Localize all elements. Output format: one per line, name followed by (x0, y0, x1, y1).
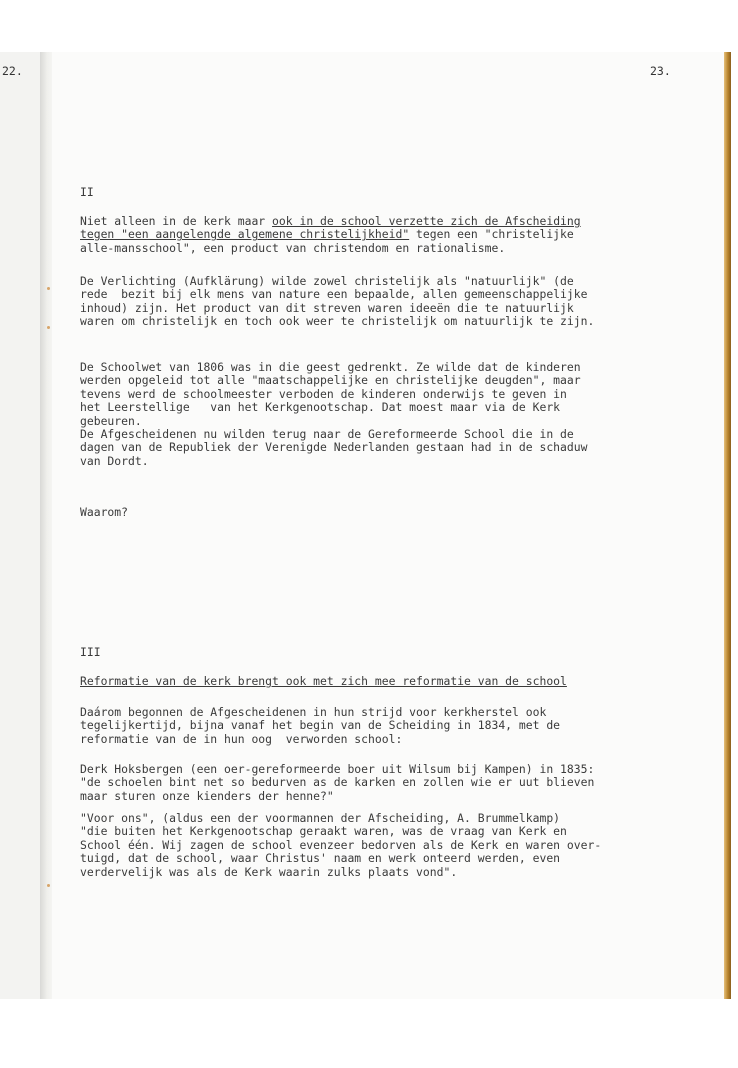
section-heading-3: III (80, 645, 101, 659)
text-line: "die buiten het Kerkgenootschap geraakt waren, was de vraag van Kerk en (80, 824, 567, 839)
paper-speck (47, 326, 50, 329)
text-line: Derk Hoksbergen (een oer-gereformeerde boer uit Wilsum bij Kampen) in 1835: (80, 762, 595, 776)
text-run: Niet alleen in de kerk maar (80, 214, 273, 228)
text-line: inhoud) zijn. Het product van dit streven waren ideeën die te natuurlijk (80, 300, 574, 315)
text-line: tevens werd de schoolmeester verboden de kinderen onderwijs te geven in (80, 386, 567, 401)
underlined-text: tegen "een aangelengde algemene christelijkheid" (80, 227, 410, 242)
paper-speck (47, 287, 50, 290)
paper-speck (47, 884, 50, 887)
page-number-right: 23. (650, 64, 671, 78)
paragraph-2-1 (80, 215, 581, 255)
text-line: tegelijkertijd, bijna vanaf het begin van de Scheiding in 1834, met de (80, 718, 561, 733)
text-line: reformatie van de in hun oog verworden school: (80, 731, 403, 746)
text-line: waren om christelijk en toch ook weer te christelijk om natuurlijk te zijn. (80, 314, 595, 329)
section-subtitle: Reformatie van de kerk brengt ook met zich mee reformatie van de school (80, 674, 567, 688)
page-edge (724, 52, 731, 999)
text-line: van Dordt. (80, 453, 149, 468)
text-line: rede bezit bij elk mens van nature een bepaalde, allen gemeenschappelijke (80, 287, 588, 302)
text-line: het Leerstellige van het Kerkgenootschap. Dat moest maar via de Kerk (80, 400, 561, 415)
section-heading-2: II (80, 185, 94, 199)
text-line: tuigd, dat de school, waar Christus' naam en werk onteerd werden, even (80, 851, 561, 866)
text-line: maar sturen onze kienders der henne?" (80, 788, 334, 803)
text-line: De Schoolwet van 1806 was in die geest gedrenkt. Ze wilde dat de kinderen (80, 360, 581, 374)
paragraph-2-2 (80, 275, 594, 329)
paragraph-2-3 (80, 361, 587, 468)
paragraph-3-1 (80, 706, 560, 746)
text-line: School één. Wij zagen de school evenzeer bedorven als de Kerk en waren over- (80, 837, 602, 852)
question-text: Waarom? (80, 505, 129, 519)
text-run: tegen een "christelijke (409, 227, 574, 242)
text-line: Daárom begonnen de Afgescheidenen in hun strijd voor kerkherstel ook (80, 705, 547, 719)
text-run: alle-mansschool", een product van christendom en rationalisme. (80, 240, 506, 255)
text-line: verdervelijk was als de Kerk waarin zulks plaats vond". (80, 864, 458, 879)
text-line: werden opgeleid tot alle "maatschappelijke en christelijke deugden", maar (80, 373, 581, 388)
paragraph-3-3 (80, 812, 601, 879)
paragraph-3-2 (80, 763, 594, 803)
text-line: De Afgescheidenen nu wilden terug naar de Gereformeerde School die in de (80, 427, 574, 442)
text-line: "Voor ons", (aldus een der voormannen der Afscheiding, A. Brummelkamp) (80, 811, 561, 825)
text-line: De Verlichting (Aufklärung) wilde zowel christelijk als "natuurlijk" (de (80, 274, 574, 288)
text-line: "de schoelen bint net so bedurven as de karken en zollen wie er uut blieven (80, 775, 595, 790)
text-line: gebeuren. (80, 413, 142, 428)
page-number-left: 22. (2, 64, 23, 78)
left-page-margin (0, 52, 40, 999)
underlined-text: ook in de school verzette zich de Afscheiding (272, 214, 581, 228)
text-line: dagen van de Republiek der Verenigde Nederlanden gestaan had in de schaduw (80, 440, 588, 455)
